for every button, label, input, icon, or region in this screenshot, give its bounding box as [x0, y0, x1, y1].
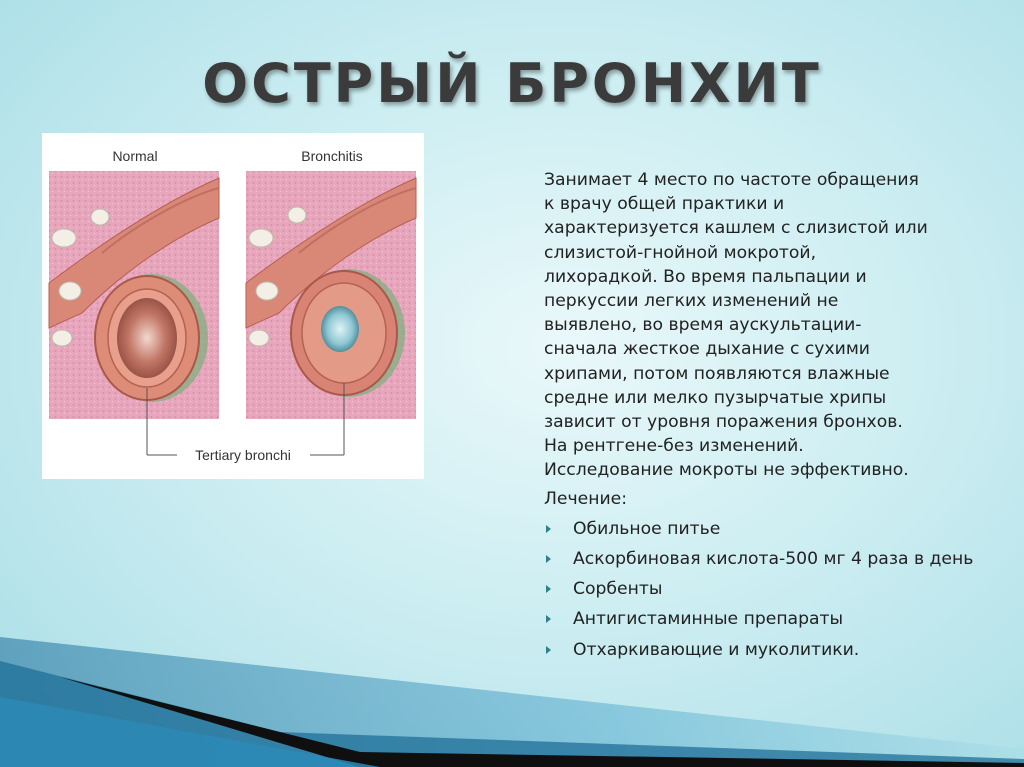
content-text: [544, 168, 984, 668]
normal-panel: [49, 171, 219, 455]
treatment-item-text: Аскорбиновая кислота-500 мг 4 раза в день: [573, 549, 974, 570]
list-item: [544, 547, 984, 571]
slide-title: ОСТРЫЙ БРОНХИТ: [202, 52, 822, 115]
list-item: [544, 577, 984, 601]
treatment-item-text: Антигистаминные препараты: [573, 609, 844, 630]
treatment-item-text: Отхаркивающие и муколитики.: [573, 639, 860, 660]
triangle-bullet-icon: [546, 615, 551, 623]
description-paragraph: Занимает 4 место по частоте обращения к врачу общей практики и характеризуется кашлем с слизистой или слизистой-гнойной мокротой, лихорадкой. Во время пальпации и перкуссии легких изменений не выявлено, во время аускультации- сначала жесткое дыхание с сухими хрипами, потом появляются влажные средне или мелко пузырчатые хрипы зависит от уровня поражения бронхов. На рентгене-без изменений. Исследование мокроты не эффективно.: [544, 170, 928, 481]
label-bronchitis: Bronchitis: [301, 148, 363, 164]
bronchi-illustration: [42, 133, 424, 479]
list-item: [544, 517, 984, 541]
label-normal: Normal: [112, 148, 158, 164]
bronchitis-panel: [246, 171, 416, 455]
triangle-bullet-icon: [546, 555, 551, 563]
treatment-heading: Лечение:: [544, 488, 628, 509]
triangle-bullet-icon: [546, 585, 551, 593]
treatment-item-text: Сорбенты: [573, 579, 663, 600]
treatment-item-text: Обильное питье: [573, 518, 721, 539]
triangle-bullet-icon: [546, 525, 551, 533]
list-item: [544, 607, 984, 631]
decorative-footer-band: [0, 637, 1024, 767]
label-tertiary-bronchi: Tertiary bronchi: [195, 447, 291, 463]
